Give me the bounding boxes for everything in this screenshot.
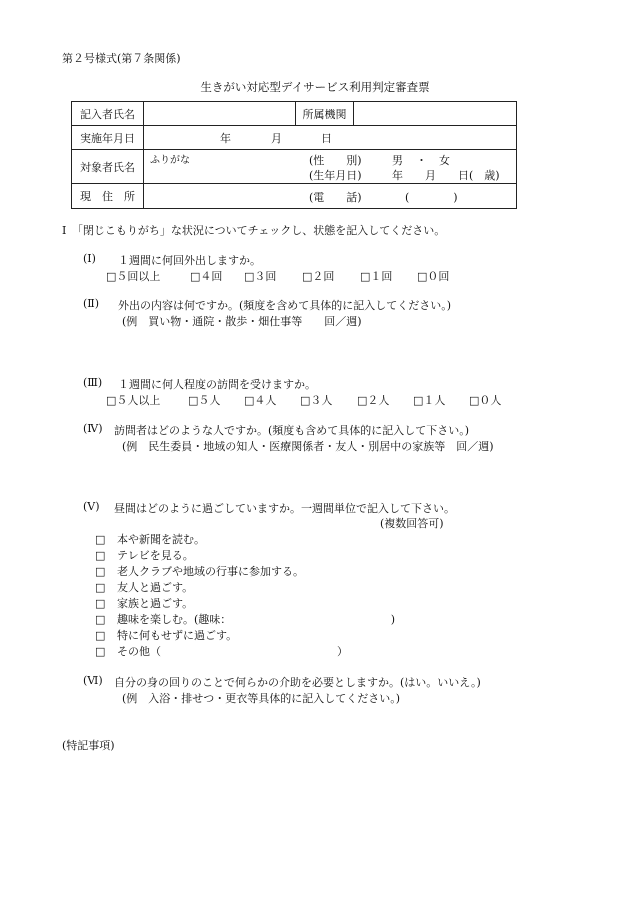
item-label: 老人クラブや地域の行事に参加する。 [117,565,304,578]
q5-item-1[interactable] [95,547,194,563]
q3-number: (Ⅲ) [83,376,103,389]
checkbox-icon [95,549,117,562]
item-label: 趣味を楽しむ。(趣味： ) [117,613,396,626]
form-number-label: 第２号様式(第７条関係) [62,52,181,65]
checkbox-icon [106,270,116,283]
subject-info-field[interactable] [144,150,517,184]
option-label: ２回 [312,270,335,283]
birthdate-value: 年 月 日( 歳) [392,169,500,182]
checkbox-icon [95,597,117,610]
checkbox-icon [244,394,254,407]
document-title: 生きがい対応型デイサービス利用判定審査票 [200,80,430,94]
q5-note: (複数回答可) [380,517,444,530]
phone-label: (電 話) [309,191,362,204]
checkbox-icon [95,645,117,658]
phone-value[interactable]: ( ) [405,191,458,204]
affiliation-field[interactable] [354,102,517,126]
gender-separator: ・ [416,154,427,167]
q3-options [106,392,501,408]
q1-number: (Ⅰ) [83,252,96,265]
q3-option-2[interactable] [244,392,300,408]
item-label: 本や新聞を読む。 [117,533,205,546]
q5-item-7[interactable] [95,643,348,659]
q2-example: (例 買い物・通院・散歩・畑仕事等 回／週) [122,315,362,328]
option-label: ４回 [200,270,223,283]
q5-item-5[interactable] [95,611,395,627]
affiliation-label: 所属機関 [296,102,354,126]
option-label: ３回 [254,270,277,283]
q3-option-5[interactable] [413,392,469,408]
checkbox-icon [95,565,117,578]
gender-label: (性 別) [309,154,362,167]
option-label: １回 [370,270,393,283]
item-label: 特に何もせずに過ごす。 [117,629,238,642]
option-label: ４人 [254,394,277,407]
checkbox-icon [95,581,117,594]
applicant-info-table [71,101,517,209]
option-label: ０回 [427,270,450,283]
checkbox-icon [190,270,200,283]
month-unit: 月 [271,132,282,145]
checkbox-icon [417,270,427,283]
q5-item-2[interactable] [95,563,304,579]
checkbox-icon [360,270,370,283]
checkbox-icon [300,394,310,407]
q1-options [106,268,449,284]
option-label: ５人 [198,394,221,407]
checkbox-icon [106,394,116,407]
item-label: テレビを見る。 [117,549,194,562]
q5-item-3[interactable] [95,579,193,595]
checkbox-icon [95,613,117,626]
checkbox-icon [302,270,312,283]
q4-text: 訪問者はどのような人ですか。(頻度も含めて具体的に記入して下さい。) [114,424,470,437]
checkbox-icon [188,394,198,407]
q2-text: 外出の内容は何ですか。(頻度を含めて具体的に記入してください。) [118,299,452,312]
checkbox-icon [357,394,367,407]
q6-text: 自分の身の回りのことで何らかの介助を必要としますか。(はい。いいえ。) [114,676,481,689]
q1-option-3[interactable] [302,268,360,284]
q5-item-4[interactable] [95,595,193,611]
subject-name-label: 対象者氏名 [72,150,144,184]
writer-name-field[interactable] [144,102,296,126]
q5-text: 昼間はどのように過ごしていますか。一週間単位で記入して下さい。 [114,502,455,515]
checkbox-icon [95,629,117,642]
q1-option-4[interactable] [360,268,417,284]
checkbox-icon [469,394,479,407]
option-label: ０人 [479,394,502,407]
checkbox-icon [244,270,254,283]
section-1-heading: Ⅰ 「閉じこもりがち」な状況についてチェックし、状態を記入してください。 [62,224,446,237]
q1-option-1[interactable] [190,268,244,284]
q3-option-4[interactable] [357,392,413,408]
item-label: 家族と過ごす。 [117,597,194,610]
birthdate-label: (生年月日) [309,169,362,182]
q6-number: (Ⅵ) [83,674,103,687]
q4-number: (Ⅳ) [83,422,103,435]
q1-option-0[interactable] [106,268,190,284]
q1-text: １週間に何回外出しますか。 [118,254,261,267]
male-option[interactable]: 男 [392,154,403,167]
q3-option-0[interactable] [106,392,188,408]
checkbox-icon [95,533,117,546]
remarks-label: (特記事項) [62,739,115,752]
item-label: 友人と過ごす。 [117,581,194,594]
option-label: １人 [423,394,446,407]
q5-number: (Ⅴ) [83,500,100,513]
q3-option-6[interactable] [469,392,501,408]
item-label: その他（ ） [117,645,348,658]
q3-text: １週間に何人程度の訪問を受けますか。 [118,378,316,391]
writer-name-label: 記入者氏名 [72,102,144,126]
q4-example: (例 民生委員・地域の知人・医療関係者・友人・別居中の家族等 回／週) [122,440,494,453]
date-field[interactable] [144,126,517,150]
date-label: 実施年月日 [72,126,144,150]
q3-option-3[interactable] [300,392,357,408]
address-field[interactable] [144,184,517,209]
checkbox-icon [413,394,423,407]
furigana-label: ふりがな [150,155,190,166]
option-label: ５人以上 [116,394,161,407]
option-label: ３人 [310,394,333,407]
option-label: ５回以上 [116,270,161,283]
q6-example: (例 入浴・排せつ・更衣等具体的に記入してください。) [122,692,401,705]
q1-option-2[interactable] [244,268,302,284]
address-label: 現 住 所 [72,184,144,209]
q5-item-6[interactable] [95,627,237,643]
q5-item-0[interactable] [95,531,205,547]
option-label: ２人 [367,394,390,407]
q3-option-1[interactable] [188,392,244,408]
q2-number: (Ⅱ) [83,297,100,310]
year-unit: 年 [220,132,231,145]
day-unit: 日 [321,132,332,145]
q1-option-5[interactable] [417,268,449,284]
female-option[interactable]: 女 [439,154,450,167]
